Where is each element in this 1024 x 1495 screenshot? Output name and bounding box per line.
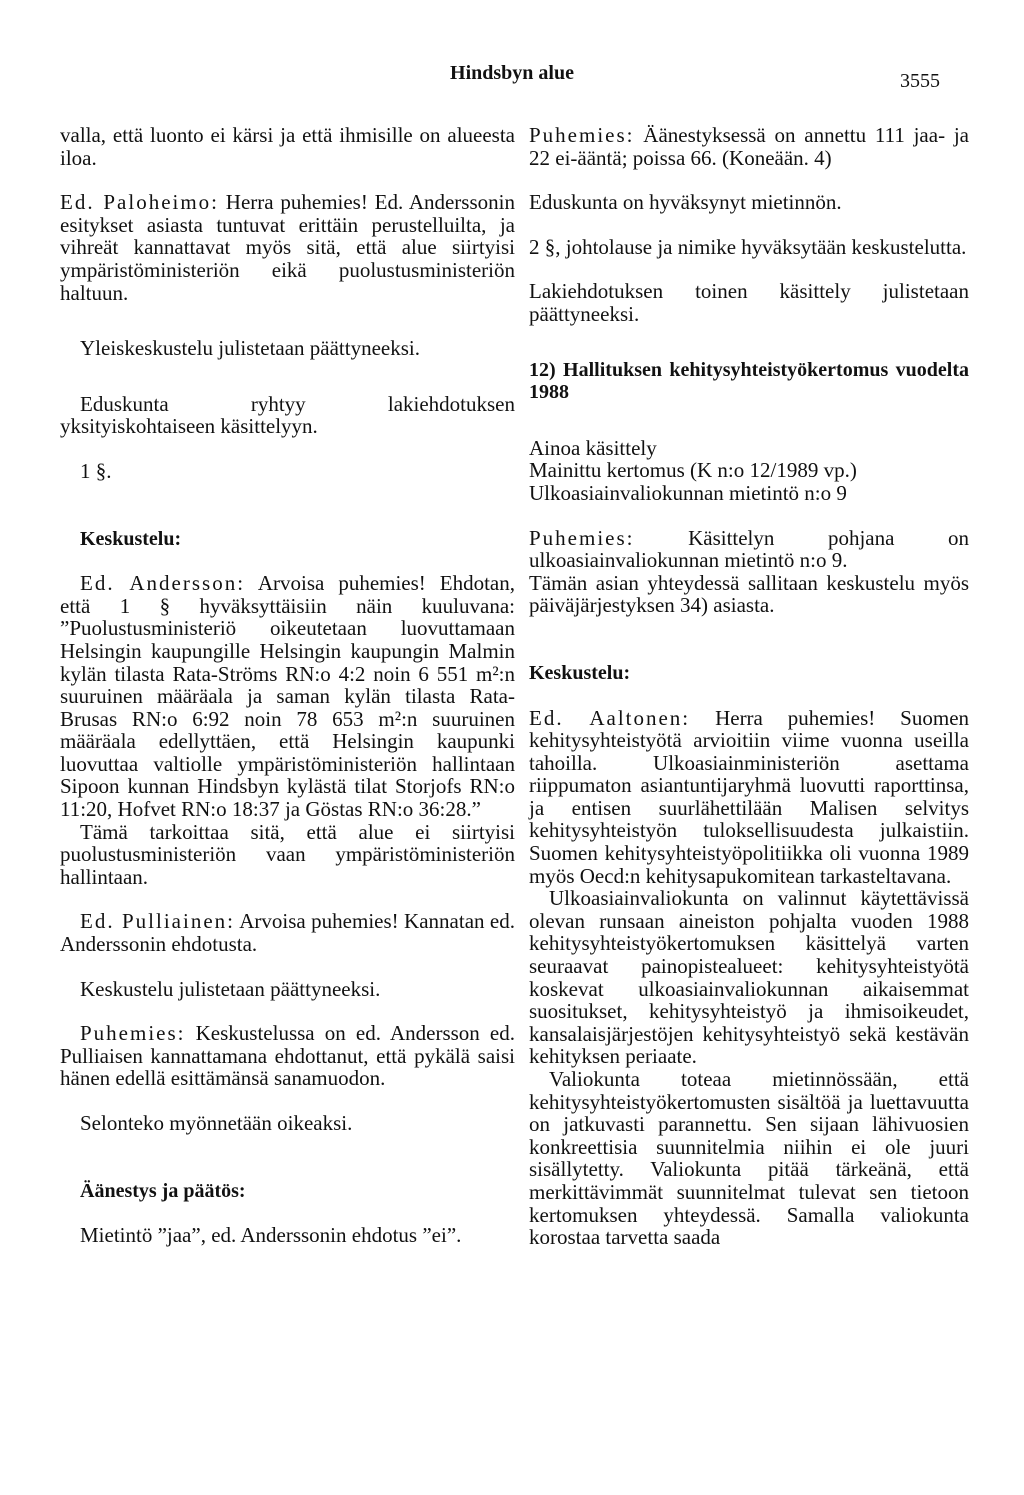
- speaker-name: Puhemies:: [80, 1021, 186, 1046]
- paragraph: Keskustelu julistetaan päättyneeksi.: [80, 976, 381, 1001]
- speaker-name: Ed. Pulliainen:: [80, 909, 235, 934]
- speech-puhemies: Puhemies: Keskustelussa on ed. Andersson ed. Pulliaisen kannattamana ehdottanut, että pykälä saisi hänen edellä esittämänsä sanamuodon.: [60, 1021, 515, 1091]
- speech-puhemies: Puhemies: Äänestyksessä on annettu 111 jaa- ja 22 ei-ääntä; poissa 66. (Koneään. 4): [529, 123, 969, 170]
- section-heading: Keskustelu:: [529, 661, 631, 684]
- speech-pulliainen: Ed. Pulliainen: Arvoisa puhemies! Kannatan ed. Anderssonin ehdotusta.: [60, 909, 516, 957]
- item-details: Ainoa käsittely Mainittu kertomus (K n:o 12/1989 vp.) Ulkoasiainvaliokunnan mietintö n:o 9: [529, 435, 857, 505]
- speaker-name: Ed. Aaltonen:: [529, 705, 691, 730]
- paragraph: Mietintö ”jaa”, ed. Anderssonin ehdotus ”ei”.: [80, 1223, 462, 1248]
- speaker-name: Ed. Paloheimo:: [60, 190, 220, 215]
- speech-aaltonen: Ed. Aaltonen: Herra puhemies! Suomen kehitysyhteistyötä arvioitiin viime vuonna useilla tahoilla. Ulkoasiainministeriön asettama riippumaton asiantuntijaryhmä luovutti raporttinsa, ja entisen suurlähettilään Malisen selvitys kehitysyhteistyön tuloksellisuudesta julkaistiin. Suomen kehitysyhteistyöpolitiikka oli vuonna 1989 myös Oecd:n kehitysapukomitean tarkasteltavana.: [529, 705, 970, 888]
- speech-puhemies: Puhemies: Käsittelyn pohjana on ulkoasiainvaliokunnan mietintö n:o 9.: [529, 525, 970, 573]
- paragraph: 2 §, johtolause ja nimike hyväksytään keskustelutta.: [529, 234, 967, 259]
- agenda-item-heading: 12) Hallituksen kehitysyhteistyökertomus vuodelta 1988: [529, 358, 969, 404]
- page-header-title: Hindsbyn alue: [450, 62, 574, 84]
- paragraph: Lakiehdotuksen toinen käsittely julistetaan päättyneeksi.: [529, 279, 969, 326]
- speaker-name: Puhemies:: [529, 525, 635, 550]
- speaker-name: Ed. Andersson:: [80, 571, 246, 596]
- section-heading: Äänestys ja päätös:: [80, 1179, 246, 1202]
- paragraph: Yleiskeskustelu julistetaan päättyneeksi.: [80, 336, 420, 361]
- speech-andersson: Ed. Andersson: Arvoisa puhemies! Ehdotan, että 1 § hyväksyttäisiin näin kuuluvana: ”Puolustusministeriö oikeutetaan luovuttamaan Helsingin kaupungille Helsingin kaupungin Malmin kylän tilasta Rata-Ströms RN:o 4:2 noin 6 551 m²:n suuruinen määräala ja saman kylän tilasta Rata-Brusas RN:o 6:92 noin 78 653 m²:n suuruinen määräala edellyttäen, että Helsingin kaupunki luovuttaa valtiolle ympäristöministeriön hallintaan Sipoon kunnan Hindsbyn kylästä tilat Storjofs RN:o 11:20, Hofvet RN:o 18:37 ja Göstas RN:o 36:28.”: [60, 571, 515, 822]
- paragraph: Eduskunta ryhtyy lakiehdotuksen yksityiskohtaiseen käsittelyyn.: [60, 391, 515, 439]
- right-column: [529, 124, 969, 1249]
- paragraph: Selonteko myönnetään oikeaksi.: [80, 1111, 353, 1135]
- paragraph: Tämä tarkoittaa sitä, että alue ei siirtyisi puolustusministeriön vaan ympäristöministeriön hallintaan.: [60, 819, 515, 889]
- section-heading: Keskustelu:: [80, 527, 182, 550]
- speech-paloheimo: Ed. Paloheimo: Herra puhemies! Ed. Anderssonin esitykset asiasta tuntuvat erittäin perustelluilta, ja vihreät kannattavat myös sitä, että alue siirtyisi ympäristöministeriön eikä puolustusministeriön haltuun.: [60, 190, 515, 305]
- speaker-name: Puhemies:: [529, 123, 635, 147]
- paragraph: Eduskunta on hyväksynyt mietinnön.: [529, 190, 842, 215]
- paragraph: Ulkoasiainvaliokunta on valinnut käytettävissä olevan runsaan aineiston pohjalta vuoden 1988 kehitysyhteistyökertomuksen käsittelyä varten seuraavat painopistealueet: kehitysyhteistyötä koskevat ulkoasiainvaliokunnan aikaisemmat suositukset, kehitysyhteistyö ja ihmisoikeudet, kansalaisjärjestöjen kehitysyhteistyö sekä kestävän kehityksen periaate.: [529, 886, 969, 1069]
- paragraph: Valiokunta toteaa mietinnössään, että kehitysyhteistyökertomusten sisältöä ja luettavuutta on jatkuvasti parannettu. Sen sijaan lähivuosien konkreettisia suunnitelmia niihin ei ole juuri sisällytetty. Valiokunta pitää tärkeänä, että merkittävimmät suunnitelmat tulevat sen tietoon kertomuksen yhteydessä. Samalla valiokunta korostaa tarvetta saada: [529, 1067, 969, 1250]
- section-number: 1 §.: [80, 458, 112, 483]
- paragraph: Tämän asian yhteydessä sallitaan keskustelu myös päiväjärjestyksen 34) asiasta.: [529, 570, 969, 618]
- page-number: 3555: [900, 70, 940, 92]
- paragraph: valla, että luonto ei kärsi ja että ihmisille on alueesta iloa.: [60, 123, 515, 170]
- left-column: [60, 124, 515, 1247]
